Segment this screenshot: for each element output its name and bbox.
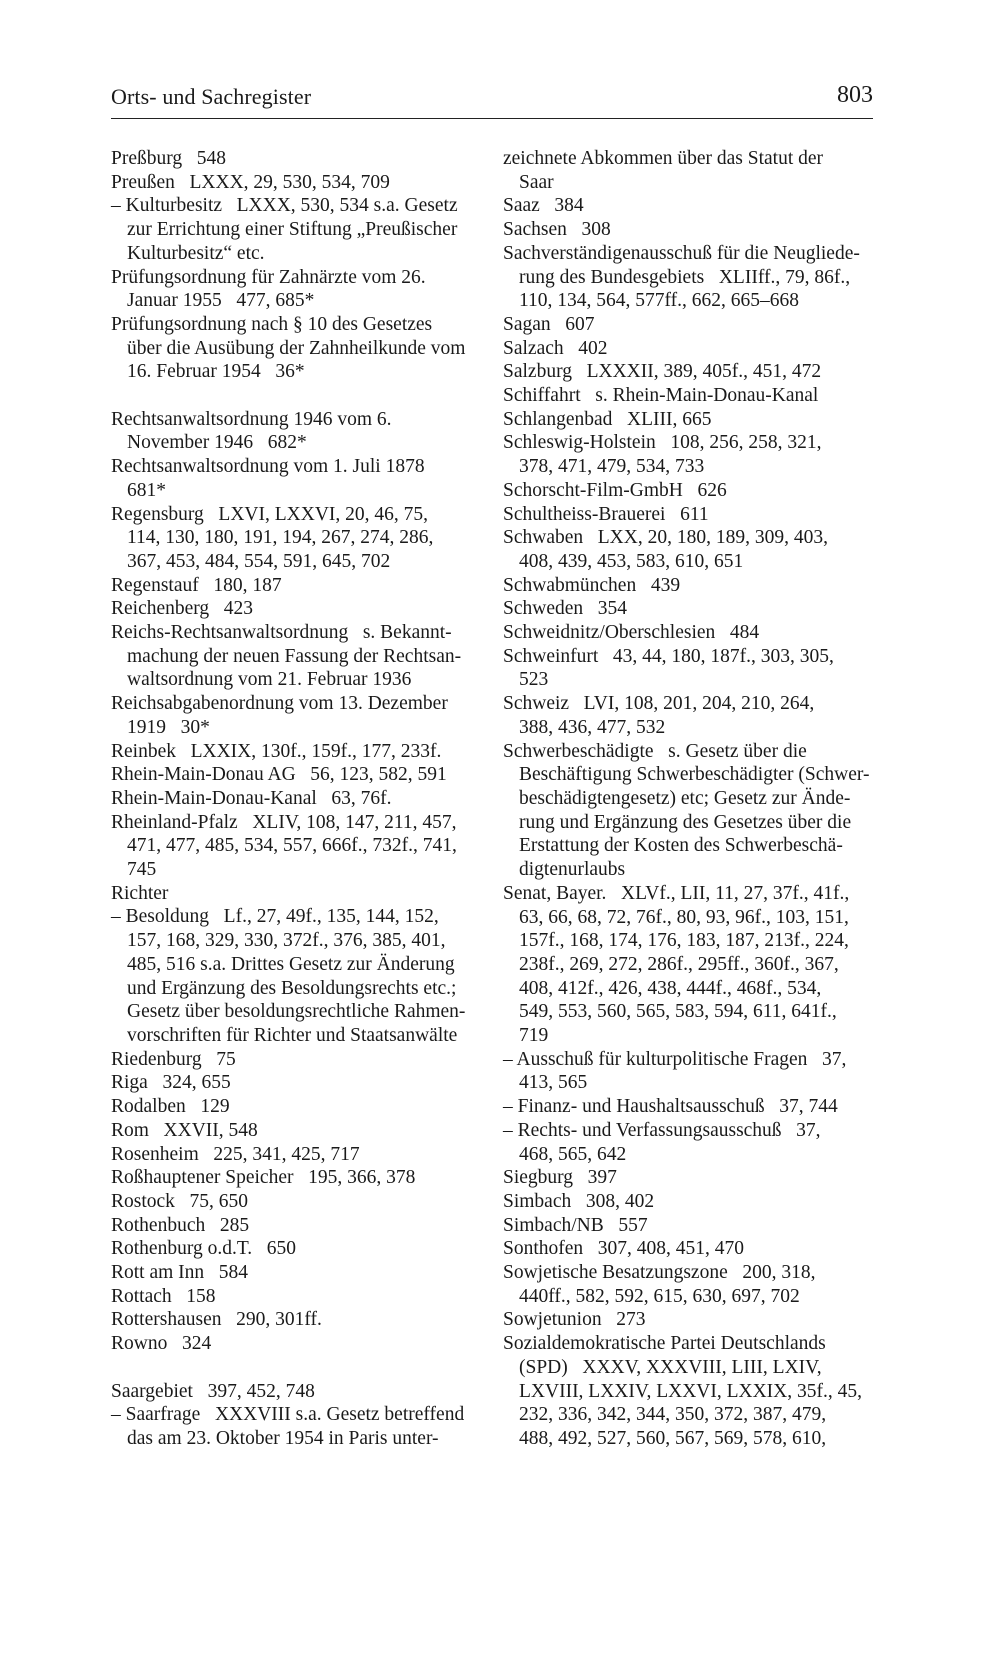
index-entry-line: Sowjetische Besatzungszone 200, 318,: [503, 1262, 816, 1284]
index-column-left: [111, 147, 483, 1451]
index-entry-line: 488, 492, 527, 560, 567, 569, 578, 610,: [519, 1427, 827, 1449]
index-entry: [503, 1119, 875, 1166]
index-entry-line: Regensburg LXVI, LXXVI, 20, 46, 75,: [111, 503, 429, 525]
index-entry-line: Rostock 75, 650: [111, 1190, 249, 1212]
index-entry: [111, 1166, 483, 1190]
index-entry-line: – Kulturbesitz LXXX, 530, 534 s.a. Gesetz: [111, 195, 458, 217]
index-entry: [111, 1143, 483, 1167]
index-entry-line: (SPD) XXXV, XXXVIII, LIII, LXIV,: [519, 1356, 822, 1378]
index-entry-line: Schweinfurt 43, 44, 180, 187f., 303, 305,: [503, 645, 834, 667]
index-entry: [503, 1261, 875, 1308]
index-entry: [111, 882, 483, 906]
index-entry: [111, 313, 483, 384]
index-entry-line: 388, 436, 477, 532: [519, 716, 666, 738]
index-entry-line: Schlangenbad XLIII, 665: [503, 408, 712, 430]
running-title: Orts- und Sachregister: [111, 84, 312, 109]
index-entry: [503, 1332, 875, 1451]
index-entry: [503, 1048, 875, 1095]
index-entry: [111, 597, 483, 621]
index-entry-line: Reinbek LXXIX, 130f., 159f., 177, 233f.: [111, 740, 442, 762]
index-entry-line: 367, 453, 484, 554, 591, 645, 702: [127, 550, 391, 572]
index-entry: [503, 1166, 875, 1190]
index-entry-line: rung und Ergänzung des Gesetzes über die: [519, 811, 852, 833]
index-entry-line: Gesetz über besoldungsrechtliche Rahmen-: [127, 1001, 466, 1023]
index-entry-line: Riedenburg 75: [111, 1048, 236, 1070]
index-entry-line: Sonthofen 307, 408, 451, 470: [503, 1238, 745, 1260]
index-entry-line: Preußen LXXX, 29, 530, 534, 709: [111, 171, 390, 193]
index-entry-line: 16. Februar 1954 36*: [127, 361, 305, 383]
index-entry: [111, 574, 483, 598]
index-entry-line: Rhein-Main-Donau-Kanal 63, 76f.: [111, 787, 392, 809]
index-entry-line: – Finanz- und Haushaltsausschuß 37, 744: [503, 1096, 838, 1118]
index-entry-line: LXVIII, LXXIV, LXXVI, LXXIX, 35f., 45,: [519, 1380, 862, 1402]
index-entry-line: 413, 565: [519, 1072, 588, 1094]
index-entry-line: 719: [519, 1025, 549, 1047]
index-entry-line: Rodalben 129: [111, 1096, 230, 1118]
index-entry-line: über die Ausübung der Zahnheilkunde vom: [127, 337, 466, 359]
index-entry-line: 523: [519, 669, 549, 691]
index-section-gap: [111, 1356, 483, 1380]
index-entry: [111, 1237, 483, 1261]
index-entry-line: 378, 471, 479, 534, 733: [519, 456, 705, 478]
index-entry: [111, 811, 483, 882]
index-entry: [503, 574, 875, 598]
index-entry-line: vorschriften für Richter und Staatsanwälte: [127, 1025, 458, 1046]
index-entry-line: 114, 130, 180, 191, 194, 267, 274, 286,: [127, 527, 434, 549]
index-entry-line: das am 23. Oktober 1954 in Paris unter-: [127, 1427, 439, 1449]
index-entry: [111, 1071, 483, 1095]
index-entry-line: 157, 168, 329, 330, 372f., 376, 385, 401,: [127, 930, 446, 952]
index-column-right: [503, 147, 875, 1451]
index-entry-line: 1919 30*: [127, 716, 210, 738]
index-entry-line: Regenstauf 180, 187: [111, 574, 282, 596]
index-entry-line: Reichs-Rechtsanwaltsordnung s. Bekannt-: [111, 622, 452, 644]
index-entry-line: Rheinland-Pfalz XLIV, 108, 147, 211, 457,: [111, 811, 457, 833]
index-entry: [503, 692, 875, 739]
index-entry-line: Kulturbesitz“ etc.: [127, 242, 265, 264]
index-entry-line: Reichenberg 423: [111, 598, 254, 620]
index-entry: [111, 692, 483, 739]
index-entry: [111, 171, 483, 195]
index-entry-line: Rottach 158: [111, 1285, 216, 1307]
index-entry: [503, 597, 875, 621]
index-entry: [111, 905, 483, 1047]
index-entry: [503, 218, 875, 242]
index-entry-line: Richter: [111, 882, 169, 904]
running-header: [111, 78, 873, 119]
index-entry-line: Erstattung der Kosten des Schwerbeschä-: [519, 835, 843, 857]
index-entry-line: 485, 516 s.a. Drittes Gesetz zur Änderung: [127, 953, 455, 975]
index-entry: [503, 431, 875, 478]
index-entry-line: Rothenburg o.d.T. 650: [111, 1238, 297, 1260]
index-entry-line: Salzach 402: [503, 337, 608, 359]
index-entry-line: Prüfungsordnung nach § 10 des Gesetzes: [111, 313, 433, 335]
index-entry-line: Rechtsanwaltsordnung 1946 vom 6.: [111, 408, 392, 430]
index-entry: [111, 455, 483, 502]
index-entry: [111, 740, 483, 764]
index-entry-line: 238f., 269, 272, 286f., 295ff., 360f., 367,: [519, 953, 839, 975]
index-entry-line: 408, 439, 453, 583, 610, 651: [519, 550, 744, 572]
index-entry: [503, 360, 875, 384]
index-entry: [111, 1190, 483, 1214]
index-entry-line: Schwerbeschädigte s. Gesetz über die: [503, 740, 807, 762]
index-entry-line: Beschäftigung Schwerbeschädigter (Schwer-: [519, 764, 870, 786]
index-entry: [111, 1261, 483, 1285]
index-entry: [503, 1095, 875, 1119]
index-entry-line: Sowjetunion 273: [503, 1309, 646, 1331]
index-entry: [111, 1214, 483, 1238]
index-entry-line: Schweidnitz/Oberschlesien 484: [503, 622, 760, 644]
index-entry-line: Simbach 308, 402: [503, 1190, 655, 1212]
index-entry-line: Sachverständigenausschuß für die Neugliede-: [503, 242, 860, 264]
index-entry-line: Schweiz LVI, 108, 201, 204, 210, 264,: [503, 693, 815, 715]
index-entry: [503, 479, 875, 503]
index-entry-line: Saaz 384: [503, 195, 584, 217]
index-entry-line: Schorscht-Film-GmbH 626: [503, 479, 727, 501]
index-entry: [111, 1308, 483, 1332]
index-entry-line: November 1946 682*: [127, 432, 307, 454]
index-section-gap: [111, 384, 483, 408]
index-entry: [111, 1119, 483, 1143]
index-entry-line: zur Errichtung einer Stiftung „Preußischer: [127, 219, 458, 241]
index-entry-line: und Ergänzung des Besoldungsrechts etc.;: [127, 977, 457, 999]
index-entry-line: 549, 553, 560, 565, 583, 594, 611, 641f.,: [519, 1001, 837, 1023]
index-entry-line: Rechtsanwaltsordnung vom 1. Juli 1878: [111, 456, 425, 478]
index-entry-line: Senat, Bayer. XLVf., LII, 11, 27, 37f., 41f.,: [503, 882, 850, 904]
index-entry: [503, 1190, 875, 1214]
index-entry-line: Schwabmünchen 439: [503, 574, 681, 596]
index-entry-line: – Besoldung Lf., 27, 49f., 135, 144, 152,: [111, 906, 439, 928]
index-entry-line: digtenurlaubs: [519, 859, 626, 881]
index-entry: [111, 194, 483, 265]
index-entry: [503, 526, 875, 573]
index-entry-line: Siegburg 397: [503, 1167, 617, 1189]
index-entry: [111, 763, 483, 787]
index-entry-line: beschädigtengesetz) etc; Gesetz zur Ände-: [519, 787, 851, 809]
index-entry-line: 157f., 168, 174, 176, 183, 187, 213f., 224,: [519, 930, 849, 952]
index-entry-line: 745: [127, 859, 157, 881]
index-entry: [503, 337, 875, 361]
index-entry: [503, 194, 875, 218]
index-entry: [503, 882, 875, 1048]
index-entry-line: – Ausschuß für kulturpolitische Fragen 37,: [503, 1048, 847, 1070]
index-entry: [111, 503, 483, 574]
index-entry-line: 681*: [127, 479, 166, 501]
index-entry-line: 232, 336, 342, 344, 350, 372, 387, 479,: [519, 1404, 827, 1426]
index-entry-line: Schiffahrt s. Rhein-Main-Donau-Kanal: [503, 385, 819, 407]
index-entry: [111, 787, 483, 811]
index-entry-line: zeichnete Abkommen über das Statut der: [503, 148, 824, 169]
index-entry: [111, 1403, 483, 1450]
index-entry-line: Saar: [519, 171, 554, 193]
index-entry: [111, 266, 483, 313]
index-entry: [503, 1237, 875, 1261]
index-entry-line: Januar 1955 477, 685*: [127, 290, 315, 312]
index-entry-line: – Rechts- und Verfassungsausschuß 37,: [503, 1119, 821, 1141]
index-entry: [503, 1308, 875, 1332]
index-entry-line: Sagan 607: [503, 313, 595, 335]
index-entry: [111, 408, 483, 455]
index-entry-line: Reichsabgabenordnung vom 13. Dezember: [111, 693, 448, 715]
index-entry: [503, 1214, 875, 1238]
index-entry: [111, 1095, 483, 1119]
index-entry: [111, 621, 483, 692]
index-entry-line: Rom XXVII, 548: [111, 1119, 258, 1141]
index-entry-line: 63, 66, 68, 72, 76f., 80, 93, 96f., 103, 151,: [519, 906, 849, 928]
index-entry-line: 408, 412f., 426, 438, 444f., 468f., 534,: [519, 977, 822, 999]
index-entry: [503, 384, 875, 408]
index-entry-line: Saargebiet 397, 452, 748: [111, 1380, 315, 1402]
index-entry: [503, 408, 875, 432]
index-entry-line: Schweden 354: [503, 598, 628, 620]
index-entry-line: Rhein-Main-Donau AG 56, 123, 582, 591: [111, 764, 447, 786]
index-entry: [111, 1048, 483, 1072]
index-entry-line: Riga 324, 655: [111, 1072, 231, 1094]
index-entry-line: 468, 565, 642: [519, 1143, 627, 1165]
index-entry-line: 440ff., 582, 592, 615, 630, 697, 702: [519, 1285, 800, 1307]
index-entry: [111, 147, 483, 171]
index-entry-line: 471, 477, 485, 534, 557, 666f., 732f., 741,: [127, 835, 457, 857]
index-entry-line: Sachsen 308: [503, 219, 611, 241]
index-entry: [503, 740, 875, 882]
index-entry-line: Salzburg LXXXII, 389, 405f., 451, 472: [503, 361, 822, 383]
index-entry-line: Schleswig-Holstein 108, 256, 258, 321,: [503, 432, 822, 454]
index-entry: [503, 621, 875, 645]
index-entry-line: Prüfungsordnung für Zahnärzte vom 26.: [111, 266, 426, 288]
page-number: 803: [837, 82, 873, 108]
index-entry: [503, 242, 875, 313]
index-entry-line: Preßburg 548: [111, 148, 227, 169]
index-entry: [503, 503, 875, 527]
index-entry-line: machung der neuen Fassung der Rechtsan-: [127, 645, 462, 667]
index-entry: [503, 313, 875, 337]
index-entry-line: Simbach/NB 557: [503, 1214, 648, 1236]
index-entry-line: Sozialdemokratische Partei Deutschlands: [503, 1333, 826, 1355]
index-entry-line: rung des Bundesgebiets XLIIff., 79, 86f.,: [519, 266, 851, 288]
index-entry-line: Roßhauptener Speicher 195, 366, 378: [111, 1167, 416, 1189]
index-entry: [503, 645, 875, 692]
index-entry-line: Schultheiss-Brauerei 611: [503, 503, 709, 525]
index-entry-line: Rott am Inn 584: [111, 1262, 249, 1284]
index-entry-line: Schwaben LXX, 20, 180, 189, 309, 403,: [503, 527, 828, 549]
index-entry-line: 110, 134, 564, 577ff., 662, 665–668: [519, 290, 800, 312]
index-entry-line: Rothenbuch 285: [111, 1214, 250, 1236]
index-entry-line: Rosenheim 225, 341, 425, 717: [111, 1143, 360, 1165]
index-entry-line: – Saarfrage XXXVIII s.a. Gesetz betreffend: [111, 1404, 465, 1426]
index-entry-line: Rottershausen 290, 301ff.: [111, 1309, 322, 1331]
index-entry: [111, 1380, 483, 1404]
index-entry: [111, 1285, 483, 1309]
index-entry: [503, 147, 875, 194]
index-entry-line: Rowno 324: [111, 1333, 212, 1355]
index-entry: [111, 1332, 483, 1356]
index-entry-line: waltsordnung vom 21. Februar 1936: [127, 669, 412, 691]
